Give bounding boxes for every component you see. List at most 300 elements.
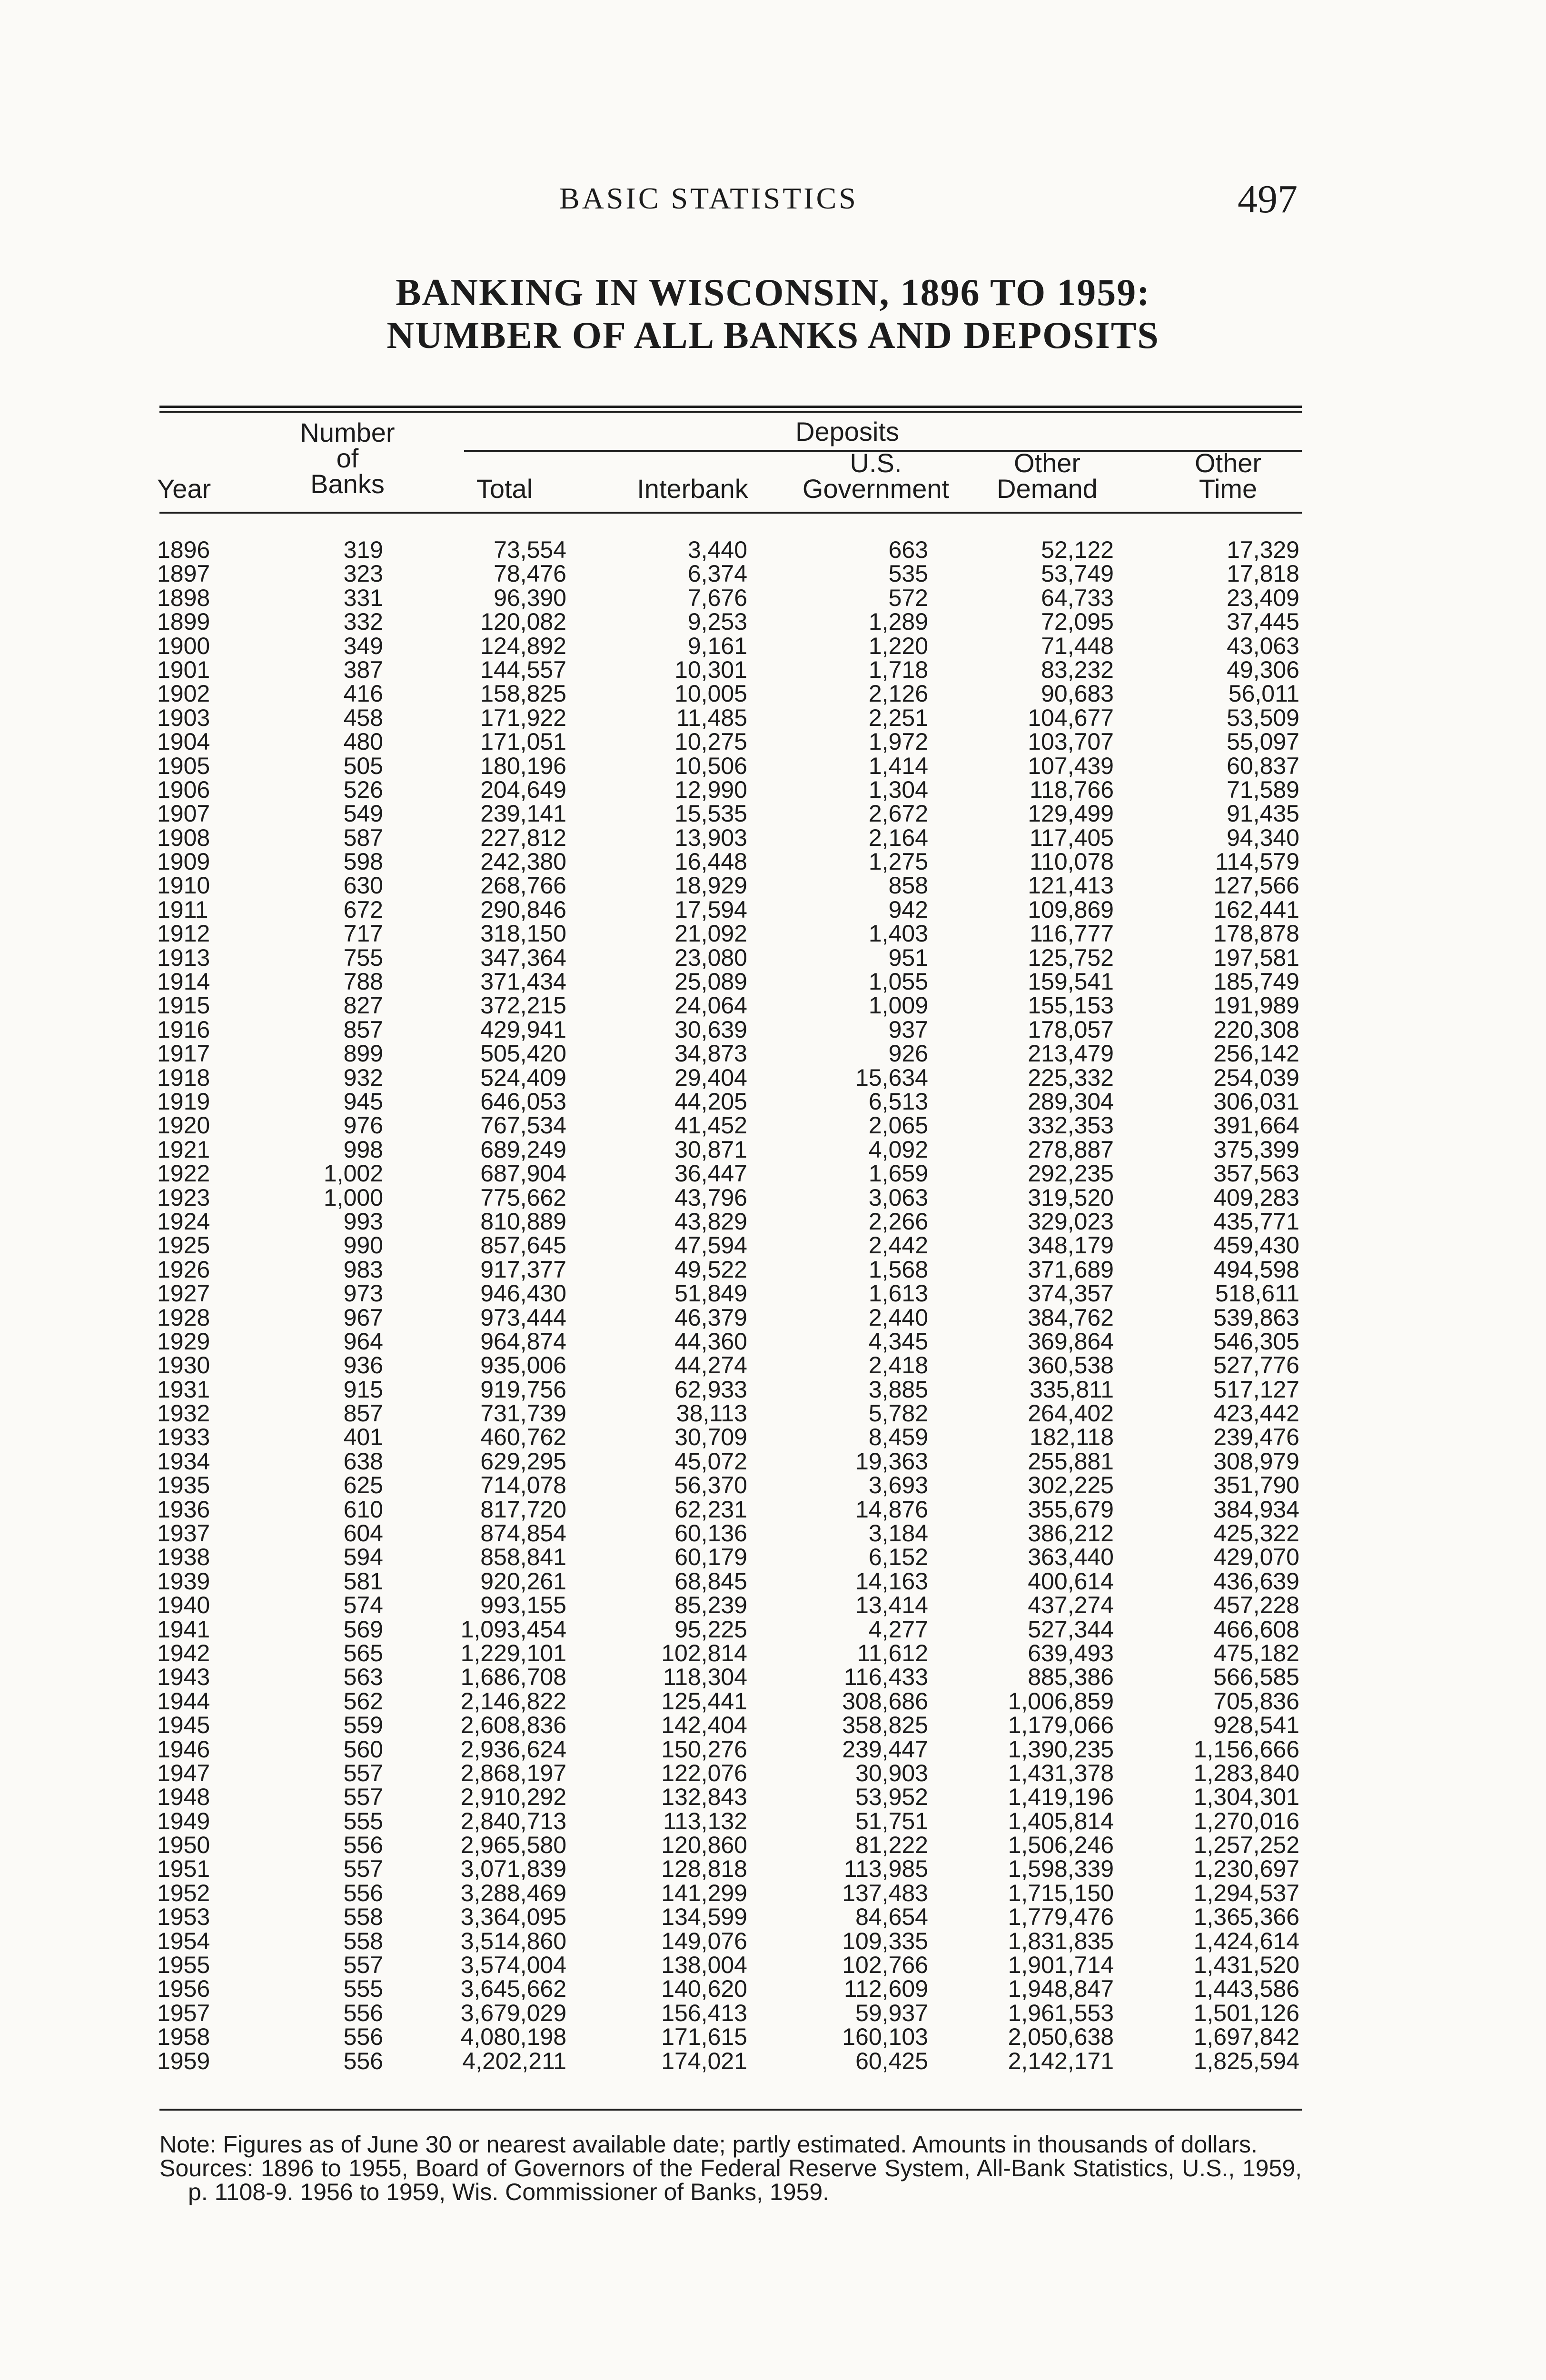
total-cell: 73,554 (494, 536, 566, 563)
table-row (0, 1258, 1546, 1281)
table-row (0, 993, 1546, 1017)
banks-cell: 998 (343, 1136, 383, 1163)
other-demand-cell: 400,614 (1028, 1567, 1114, 1595)
year-cell: 1921 (157, 1136, 210, 1163)
year-cell: 1918 (157, 1064, 210, 1091)
table-row (0, 802, 1546, 825)
table-row (0, 1545, 1546, 1569)
interbank-cell: 25,089 (674, 968, 747, 995)
interbank-cell: 60,179 (674, 1544, 747, 1571)
other-time-cell: 1,156,666 (1193, 1735, 1299, 1763)
other-demand-cell: 178,057 (1028, 1016, 1114, 1043)
interbank-cell: 46,379 (674, 1304, 747, 1331)
other-time-cell: 435,771 (1213, 1208, 1299, 1235)
year-cell: 1907 (157, 800, 210, 827)
table-row (0, 1066, 1546, 1090)
interbank-cell: 174,021 (661, 2047, 747, 2074)
table-row (0, 562, 1546, 585)
other-demand-cell: 1,431,378 (1008, 1759, 1114, 1786)
other-time-header-line-1: Other (1194, 448, 1262, 478)
other-demand-cell: 1,715,150 (1008, 1879, 1114, 1906)
interbank-cell: 51,849 (674, 1280, 747, 1307)
other-time-cell: 423,442 (1213, 1400, 1299, 1427)
government-cell: 4,277 (868, 1616, 928, 1643)
other-time-cell: 220,308 (1213, 1016, 1299, 1043)
interbank-cell: 118,304 (663, 1664, 747, 1691)
other-demand-cell: 125,752 (1028, 944, 1114, 971)
year-cell: 1922 (157, 1160, 210, 1187)
year-cell: 1934 (157, 1448, 210, 1475)
interbank-cell: 43,829 (674, 1208, 747, 1235)
government-cell: 3,885 (868, 1376, 928, 1403)
government-cell: 308,686 (842, 1687, 928, 1715)
table-row (0, 1785, 1546, 1809)
total-cell: 78,476 (494, 560, 566, 587)
year-cell: 1915 (157, 992, 210, 1019)
year-cell: 1936 (157, 1496, 210, 1523)
year-cell: 1898 (157, 584, 210, 611)
total-cell: 920,261 (480, 1567, 566, 1595)
table-row (0, 946, 1546, 970)
banks-cell: 983 (343, 1256, 383, 1283)
interbank-cell: 24,064 (674, 992, 747, 1019)
other-demand-cell: 2,050,638 (1008, 2023, 1114, 2051)
government-header-line-1: U.S. (850, 448, 902, 478)
other-demand-cell: 213,479 (1028, 1040, 1114, 1067)
other-time-cell: 494,598 (1213, 1256, 1299, 1283)
total-cell: 3,288,469 (460, 1879, 566, 1906)
table-row (0, 1713, 1546, 1737)
banks-cell: 638 (343, 1448, 383, 1475)
other-time-cell: 60,837 (1227, 752, 1299, 779)
table-row (0, 730, 1546, 754)
total-cell: 2,936,624 (460, 1735, 566, 1763)
interbank-cell: 30,871 (674, 1136, 747, 1163)
other-time-cell: 517,127 (1213, 1376, 1299, 1403)
government-cell: 51,751 (855, 1807, 928, 1835)
other-time-cell: 391,664 (1213, 1112, 1299, 1139)
government-cell: 6,152 (868, 1544, 928, 1571)
total-cell: 973,444 (480, 1304, 566, 1331)
banks-cell: 558 (343, 1904, 383, 1931)
banks-cell: 556 (343, 1832, 383, 1859)
other-demand-cell: 371,689 (1028, 1256, 1114, 1283)
banks-cell: 505 (343, 752, 383, 779)
interbank-cell: 6,374 (687, 560, 747, 587)
banks-cell: 557 (343, 1855, 383, 1883)
table-row (0, 1138, 1546, 1161)
banks-header (290, 417, 405, 499)
year-cell: 1940 (157, 1592, 210, 1619)
interbank-cell: 10,275 (674, 728, 747, 755)
banks-cell: 556 (343, 2047, 383, 2074)
other-time-cell: 527,776 (1213, 1352, 1299, 1379)
banks-cell: 990 (343, 1232, 383, 1259)
other-time-cell: 928,541 (1213, 1712, 1299, 1739)
banks-cell: 915 (343, 1376, 383, 1403)
other-demand-cell: 1,831,835 (1008, 1927, 1114, 1954)
year-cell: 1925 (157, 1232, 210, 1259)
interbank-cell: 10,005 (674, 680, 747, 707)
interbank-cell: 23,080 (674, 944, 747, 971)
year-cell: 1896 (157, 536, 210, 563)
table-row (0, 658, 1546, 682)
table-row (0, 1233, 1546, 1257)
table-row (0, 1521, 1546, 1545)
other-time-cell: 1,443,586 (1193, 1975, 1299, 2003)
total-cell: 919,756 (480, 1376, 566, 1403)
other-time-cell: 37,445 (1227, 608, 1299, 635)
table-row (0, 1617, 1546, 1641)
government-cell: 3,063 (868, 1184, 928, 1211)
other-demand-cell: 90,683 (1041, 680, 1114, 707)
total-cell: 204,649 (480, 776, 566, 803)
year-cell: 1912 (157, 920, 210, 947)
top-double-rule-2 (159, 411, 1302, 413)
other-demand-cell: 64,733 (1041, 584, 1114, 611)
table-body (0, 538, 1546, 2073)
table-bottom-rule (159, 2109, 1302, 2111)
banks-cell: 755 (343, 944, 383, 971)
banks-cell: 932 (343, 1064, 383, 1091)
other-time-cell: 91,435 (1227, 800, 1299, 827)
total-cell: 1,686,708 (460, 1664, 566, 1691)
other-demand-cell: 639,493 (1028, 1639, 1114, 1666)
other-time-cell: 1,304,301 (1193, 1784, 1299, 1811)
total-cell: 714,078 (480, 1472, 566, 1499)
total-cell: 347,364 (480, 944, 566, 971)
total-cell: 318,150 (480, 920, 566, 947)
government-cell: 1,009 (868, 992, 928, 1019)
interbank-cell: 150,276 (661, 1735, 747, 1763)
year-cell: 1939 (157, 1567, 210, 1595)
other-demand-cell: 71,448 (1041, 632, 1114, 659)
table-row (0, 1041, 1546, 1065)
government-cell: 160,103 (842, 2023, 928, 2051)
banks-cell: 587 (343, 824, 383, 851)
other-demand-cell: 121,413 (1028, 872, 1114, 899)
total-cell: 120,082 (480, 608, 566, 635)
total-cell: 429,941 (480, 1016, 566, 1043)
other-time-cell: 43,063 (1227, 632, 1299, 659)
top-double-rule-1 (159, 406, 1302, 408)
government-cell: 11,612 (857, 1639, 928, 1666)
government-cell: 1,972 (868, 728, 928, 755)
other-demand-cell: 384,762 (1028, 1304, 1114, 1331)
government-cell: 1,613 (868, 1280, 928, 1307)
banks-cell: 967 (343, 1304, 383, 1331)
table-row (0, 1306, 1546, 1329)
interbank-cell: 9,161 (687, 632, 747, 659)
other-time-header (1133, 450, 1323, 502)
interbank-cell: 44,360 (674, 1328, 747, 1355)
other-time-cell: 518,611 (1215, 1280, 1299, 1307)
other-time-cell: 351,790 (1213, 1472, 1299, 1499)
government-cell: 1,718 (868, 656, 928, 683)
government-cell: 1,568 (868, 1256, 928, 1283)
other-demand-cell: 107,439 (1028, 752, 1114, 779)
table-row (0, 1737, 1546, 1761)
other-time-cell: 425,322 (1213, 1520, 1299, 1547)
year-cell: 1949 (157, 1807, 210, 1835)
banks-cell: 480 (343, 728, 383, 755)
other-demand-cell: 225,332 (1028, 1064, 1114, 1091)
government-cell: 3,693 (868, 1472, 928, 1499)
year-cell: 1926 (157, 1256, 210, 1283)
table-row (0, 1449, 1546, 1473)
government-cell: 14,163 (855, 1567, 928, 1595)
table-row (0, 1857, 1546, 1881)
other-time-cell: 1,270,016 (1193, 1807, 1299, 1835)
year-header: Year (157, 474, 211, 504)
year-cell: 1957 (157, 1999, 210, 2026)
year-cell: 1930 (157, 1352, 210, 1379)
year-cell: 1956 (157, 1975, 210, 2003)
other-time-cell: 114,579 (1215, 848, 1299, 875)
other-time-cell: 1,294,537 (1193, 1879, 1299, 1906)
interbank-cell: 11,485 (676, 704, 747, 731)
government-cell: 109,335 (842, 1927, 928, 1954)
interbank-cell: 85,239 (674, 1592, 747, 1619)
interbank-cell: 45,072 (674, 1448, 747, 1475)
total-cell: 2,146,822 (460, 1687, 566, 1715)
total-cell: 817,720 (480, 1496, 566, 1523)
government-cell: 6,513 (868, 1088, 928, 1115)
other-demand-cell: 129,499 (1028, 800, 1114, 827)
year-cell: 1917 (157, 1040, 210, 1067)
other-demand-cell: 1,901,714 (1008, 1952, 1114, 1979)
banks-cell: 569 (343, 1616, 383, 1643)
year-cell: 1933 (157, 1424, 210, 1451)
year-cell: 1913 (157, 944, 210, 971)
banks-cell: 945 (343, 1088, 383, 1115)
interbank-cell: 41,452 (674, 1112, 747, 1139)
total-cell: 4,202,211 (462, 2047, 566, 2074)
year-cell: 1947 (157, 1759, 210, 1786)
other-demand-cell: 1,961,553 (1008, 1999, 1114, 2026)
other-demand-cell: 2,142,171 (1008, 2047, 1114, 2074)
table-notes (159, 2132, 1302, 2204)
other-time-cell: 185,749 (1213, 968, 1299, 995)
interbank-cell: 15,535 (674, 800, 747, 827)
other-time-cell: 239,476 (1213, 1424, 1299, 1451)
other-time-cell: 705,836 (1213, 1687, 1299, 1715)
table-row (0, 1401, 1546, 1425)
interbank-cell: 156,413 (661, 1999, 747, 2026)
banks-header-line-3: Banks (310, 469, 385, 499)
other-demand-cell: 319,520 (1028, 1184, 1114, 1211)
interbank-cell: 122,076 (661, 1759, 747, 1786)
table-row (0, 682, 1546, 705)
government-cell: 4,345 (868, 1328, 928, 1355)
other-time-cell: 1,365,366 (1193, 1904, 1299, 1931)
table-row (0, 1281, 1546, 1305)
other-time-cell: 178,878 (1213, 920, 1299, 947)
other-time-cell: 1,230,697 (1193, 1855, 1299, 1883)
government-cell: 239,447 (842, 1735, 928, 1763)
year-cell: 1916 (157, 1016, 210, 1043)
banks-cell: 827 (343, 992, 383, 1019)
table-row (0, 1378, 1546, 1401)
total-cell: 505,420 (480, 1040, 566, 1067)
banks-cell: 332 (343, 608, 383, 635)
government-cell: 137,483 (842, 1879, 928, 1906)
year-cell: 1948 (157, 1784, 210, 1811)
other-demand-cell: 1,779,476 (1008, 1904, 1114, 1931)
government-cell: 2,126 (868, 680, 928, 707)
interbank-cell: 138,004 (661, 1952, 747, 1979)
other-time-cell: 56,011 (1228, 680, 1299, 707)
running-title: BASIC STATISTICS (559, 181, 858, 215)
other-time-cell: 71,589 (1227, 776, 1299, 803)
total-cell: 524,409 (480, 1064, 566, 1091)
other-time-cell: 256,142 (1213, 1040, 1299, 1067)
other-time-cell: 384,934 (1213, 1496, 1299, 1523)
table-row (0, 1593, 1546, 1617)
other-demand-cell: 386,212 (1028, 1520, 1114, 1547)
table-row (0, 634, 1546, 658)
interbank-cell: 47,594 (674, 1232, 747, 1259)
banks-cell: 557 (343, 1759, 383, 1786)
other-demand-cell: 117,405 (1029, 824, 1114, 851)
other-demand-cell: 155,153 (1028, 992, 1114, 1019)
table-row (0, 873, 1546, 897)
year-cell: 1937 (157, 1520, 210, 1547)
government-cell: 1,414 (868, 752, 928, 779)
year-cell: 1905 (157, 752, 210, 779)
table-row (0, 1210, 1546, 1233)
other-time-cell: 308,979 (1213, 1448, 1299, 1475)
interbank-cell: 9,253 (687, 608, 747, 635)
banks-cell: 558 (343, 1927, 383, 1954)
other-time-cell: 254,039 (1213, 1064, 1299, 1091)
government-cell: 2,164 (868, 824, 928, 851)
banks-cell: 557 (343, 1952, 383, 1979)
year-cell: 1929 (157, 1328, 210, 1355)
table-row (0, 2025, 1546, 2049)
total-cell: 767,534 (480, 1112, 566, 1139)
total-cell: 1,093,454 (460, 1616, 566, 1643)
total-cell: 2,910,292 (460, 1784, 566, 1811)
government-cell: 942 (888, 896, 928, 923)
interbank-cell: 134,599 (661, 1904, 747, 1931)
interbank-cell: 44,274 (674, 1352, 747, 1379)
year-cell: 1943 (157, 1664, 210, 1691)
page-number: 497 (1238, 177, 1298, 221)
year-cell: 1923 (157, 1184, 210, 1211)
year-cell: 1932 (157, 1400, 210, 1427)
other-time-cell: 127,566 (1213, 872, 1299, 899)
other-time-header-line-2: Time (1199, 474, 1258, 504)
banks-cell: 458 (343, 704, 383, 731)
year-cell: 1938 (157, 1544, 210, 1571)
table-row (0, 1977, 1546, 2001)
other-demand-cell: 1,390,235 (1008, 1735, 1114, 1763)
interbank-cell: 62,231 (674, 1496, 747, 1523)
government-cell: 2,418 (868, 1352, 928, 1379)
government-cell: 1,055 (868, 968, 928, 995)
year-cell: 1951 (157, 1855, 210, 1883)
year-cell: 1931 (157, 1376, 210, 1403)
year-cell: 1914 (157, 968, 210, 995)
other-demand-cell: 1,419,196 (1008, 1784, 1114, 1811)
government-cell: 1,275 (868, 848, 928, 875)
government-cell: 1,403 (868, 920, 928, 947)
total-cell: 646,053 (480, 1088, 566, 1115)
other-demand-cell: 83,232 (1041, 656, 1114, 683)
total-cell: 810,889 (480, 1208, 566, 1235)
government-cell: 572 (888, 584, 928, 611)
year-cell: 1927 (157, 1280, 210, 1307)
other-time-cell: 1,424,614 (1193, 1927, 1299, 1954)
other-time-cell: 17,329 (1227, 536, 1299, 563)
deposits-header: Deposits (795, 416, 899, 446)
banks-cell: 976 (343, 1112, 383, 1139)
other-time-cell: 459,430 (1213, 1232, 1299, 1259)
year-cell: 1897 (157, 560, 210, 587)
banks-cell: 416 (343, 680, 383, 707)
government-cell: 2,442 (868, 1232, 928, 1259)
interbank-cell: 10,506 (674, 752, 747, 779)
table-row (0, 1186, 1546, 1210)
other-demand-cell: 289,304 (1028, 1088, 1114, 1115)
year-cell: 1901 (157, 656, 210, 683)
banks-cell: 899 (343, 1040, 383, 1067)
year-cell: 1910 (157, 872, 210, 899)
total-cell: 239,141 (480, 800, 566, 827)
year-cell: 1919 (157, 1088, 210, 1115)
table-row (0, 1833, 1546, 1857)
table-row (0, 1161, 1546, 1185)
other-time-cell: 23,409 (1227, 584, 1299, 611)
other-demand-cell: 363,440 (1028, 1544, 1114, 1571)
other-time-cell: 466,608 (1213, 1616, 1299, 1643)
other-time-cell: 375,399 (1213, 1136, 1299, 1163)
interbank-cell: 7,676 (687, 584, 747, 611)
other-demand-cell: 292,235 (1028, 1160, 1114, 1187)
total-cell: 964,874 (480, 1328, 566, 1355)
government-cell: 1,304 (868, 776, 928, 803)
government-cell: 535 (888, 560, 928, 587)
table-row (0, 898, 1546, 922)
government-cell: 8,459 (868, 1424, 928, 1451)
total-cell: 946,430 (480, 1280, 566, 1307)
other-time-cell: 306,031 (1213, 1088, 1299, 1115)
interbank-cell: 30,639 (674, 1016, 747, 1043)
table-row (0, 1353, 1546, 1377)
total-cell: 3,679,029 (460, 1999, 566, 2026)
other-time-cell: 357,563 (1213, 1160, 1299, 1187)
banks-cell: 625 (343, 1472, 383, 1499)
interbank-cell: 49,522 (674, 1256, 747, 1283)
government-cell: 15,634 (855, 1064, 928, 1091)
interbank-cell: 13,903 (674, 824, 747, 851)
government-cell: 13,414 (855, 1592, 928, 1619)
table-row (0, 1497, 1546, 1521)
other-demand-cell: 1,948,847 (1008, 1975, 1114, 2003)
interbank-cell: 3,440 (687, 536, 747, 563)
banks-cell: 563 (343, 1664, 383, 1691)
banks-header-line-2: of (336, 443, 359, 473)
other-demand-cell: 348,179 (1028, 1232, 1114, 1259)
year-cell: 1941 (157, 1616, 210, 1643)
total-cell: 3,071,839 (460, 1855, 566, 1883)
other-time-cell: 17,818 (1227, 560, 1299, 587)
other-time-cell: 539,863 (1213, 1304, 1299, 1331)
interbank-cell: 56,370 (674, 1472, 747, 1499)
total-cell: 3,574,004 (460, 1952, 566, 1979)
government-cell: 102,766 (842, 1952, 928, 1979)
